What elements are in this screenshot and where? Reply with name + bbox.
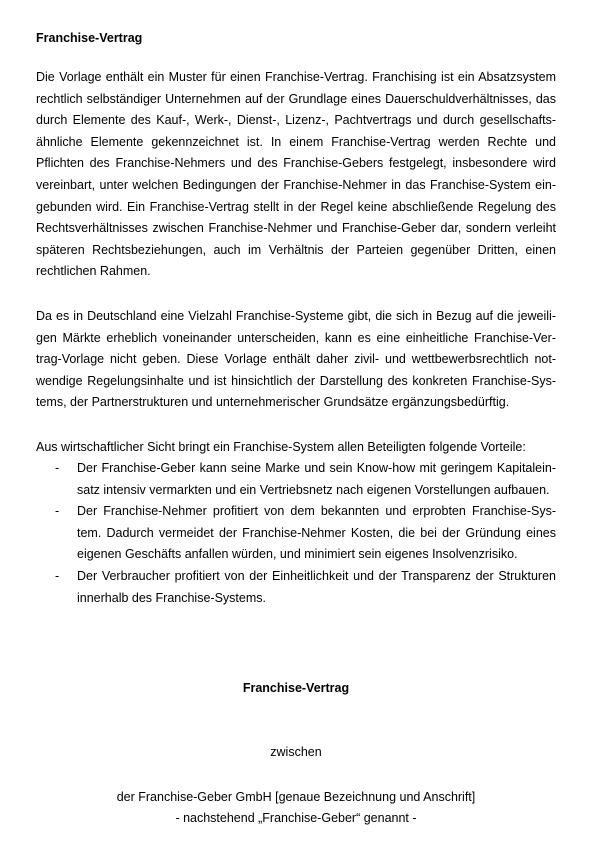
list-item (36, 458, 556, 501)
list-item-text: Der Verbraucher profitiert von der Einheitlichkeit und der Transparenz der Strukturen innerhalb des Franchise-Systems. (77, 568, 556, 605)
between-label: zwischen (270, 745, 322, 759)
advantages-intro: Aus wirtschaftlicher Sicht bringt ein Franchise-System allen Beteiligten folgende Vorteile: (36, 440, 526, 454)
party-name: der Franchise-Geber GmbH [genaue Bezeichnung und Anschrift] (116, 790, 476, 804)
list-item-text: Der Franchise-Geber kann seine Marke und sein Know-how mit geringem Kapitalein-satz intensiv vermarkten und ein Vertriebsnetz nach eigenen Vorstellungen aufbauen. (77, 461, 556, 497)
party-note: - nachstehend „Franchise-Geber“ genannt - (175, 811, 417, 825)
list-item (36, 501, 556, 566)
advantages-list (36, 458, 556, 609)
list-dash: - (55, 568, 60, 583)
document-heading: Franchise-Vertrag (36, 31, 143, 45)
list-item-text: Der Franchise-Nehmer profitiert von dem bekannten und erprobten Franchise-Sys-tem. Dadurch vermeidet der Franchise-Nehmer Kosten, die bei der Gründung eines eigenen Geschäfts anfallen würden, und minimiert sein eigenes Insolvenzrisiko. (77, 504, 556, 562)
list-dash: - (55, 504, 60, 519)
contract-title: Franchise-Vertrag (242, 681, 350, 695)
list-item (36, 566, 556, 609)
variety-paragraph: Da es in Deutschland eine Vielzahl Franchise-Systeme gibt, die sich in Bezug auf die jeweili-gen Märkte erheblich voneinander unterscheiden, kann es eine einheitliche Franchise-Ver-trag-Vorlage nicht geben. Diese Vorlage enthält daher zivil- und wettbewerbsrechtlich not-wendige Regelungsinhalte und ist hinsichtlich der Darstellung des konkreten Franchise-Sys-tems, der Partnerstrukturen und unternehmerischer Grundsätze ergänzungsbedürftig. (36, 309, 556, 410)
intro-paragraph: Die Vorlage enthält ein Muster für einen Franchise-Vertrag. Franchising ist ein Absatzsystem rechtlich selbständiger Unternehmen auf der Grundlage eines Dauerschuldverhältnisses, das durch Elemente des Kauf-, Werk-, Dienst-, Lizenz-, Pachtvertrags und durch gesellschafts-ähnliche Elemente gekennzeichnet ist. In einem Franchise-Vertrag werden Rechte und Pflichten des Franchise-Nehmers und des Franchise-Gebers festgelegt, insbesondere wird vereinbart, unter welchen Bedingungen der Franchise-Nehmer in das Franchise-System ein-gebunden wird. Ein Franchise-Vertrag stellt in der Regel keine abschließende Regelung des Rechtsverhältnisses zwischen Franchise-Nehmer und Franchise-Geber dar, sondern verleiht späteren Rechtsbeziehungen, auch im Verhältnis der Parteien gegenüber Dritten, einen rechtlichen Rahmen. (36, 70, 556, 279)
list-dash: - (55, 461, 60, 475)
